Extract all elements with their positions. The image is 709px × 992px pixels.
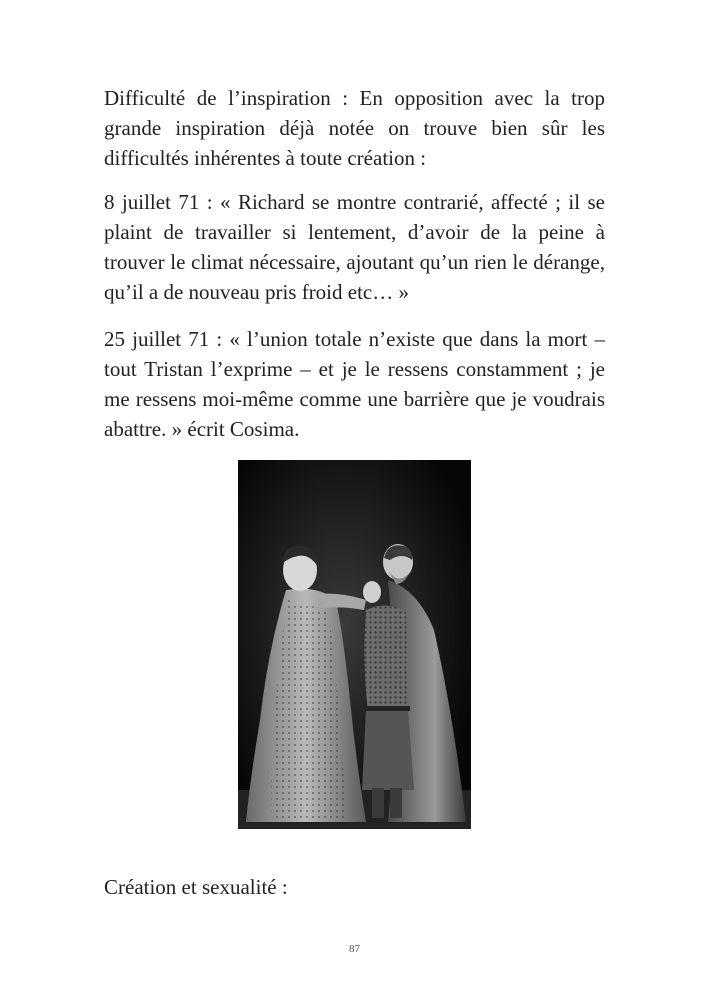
paragraph-inspiration: Difficulté de l’inspiration : En opposition avec la trop grande inspiration déjà notée on trouve bien sûr les difficultés inhérentes à toute création : <box>104 86 605 170</box>
page-number: 87 <box>349 943 360 955</box>
paragraph-quote-8-july: 8 juillet 71 : « Richard se montre contrarié, affecté ; il se plaint de travailler si lentement, d’avoir de la peine à trouver le climat nécessaire, ajoutant qu’un rien le dérange, qu’il a de nouveau pris froid etc… » <box>104 190 605 304</box>
paragraph-quote-25-july: 25 juillet 71 : « l’union totale n’existe que dans la mort – tout Tristan l’exprime – et je le ressens constamment ; je me ressens moi-même comme une barrière que je voudrais abattre. » écrit Cosima. <box>104 327 605 441</box>
section-heading: Création et sexualité : <box>104 875 288 899</box>
opera-singers-photograph <box>238 460 471 829</box>
